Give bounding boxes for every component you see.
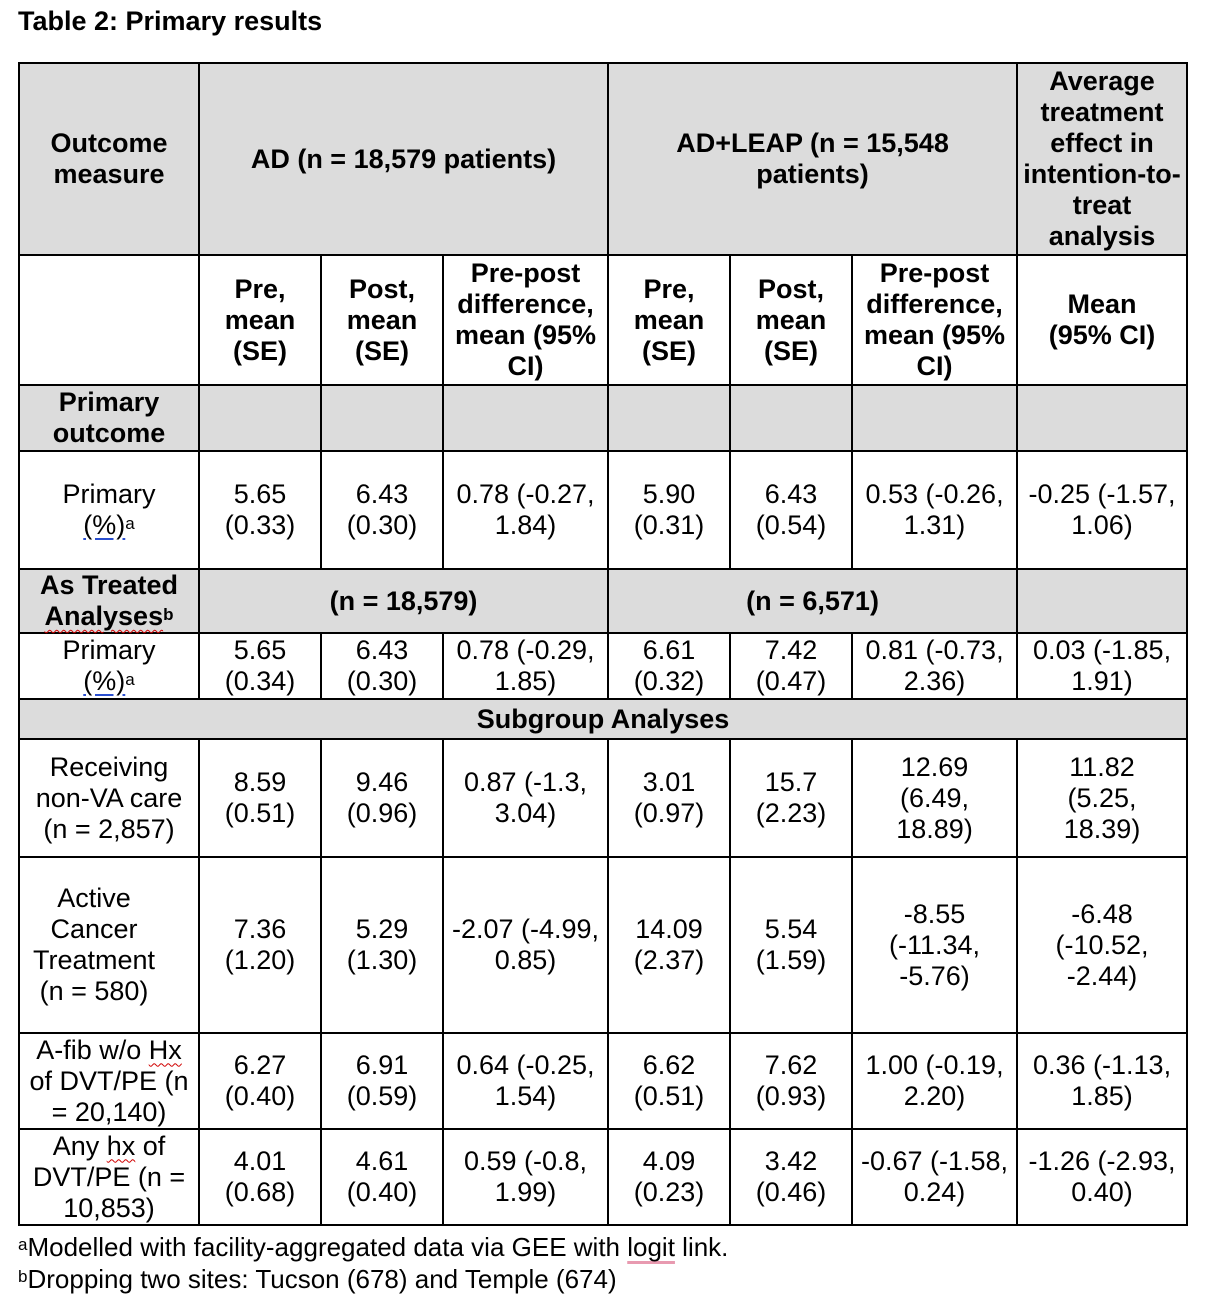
footnote-a-text-2: link. <box>674 1232 729 1262</box>
header-leap-diff: Pre-post difference, mean (95% CI) <box>852 255 1017 385</box>
cell-ate <box>1017 739 1187 857</box>
row-label-any-hx-pre: Any <box>52 1130 107 1161</box>
section-row-as-treated <box>19 569 1187 633</box>
cell-ad-diff: -2.07 (-4.99, 0.85) <box>443 857 608 1033</box>
row-label-as-treated-primary <box>19 633 199 699</box>
cell-ate <box>1017 857 1187 1033</box>
cell-leap-pre: 5.90 (0.31) <box>608 451 730 569</box>
row-label-primary-text: Primary <box>62 479 156 509</box>
header-outcome-measure: Outcome measure <box>19 63 199 255</box>
cell-ate-text: 11.82 (5.25, 18.39) <box>1063 751 1141 844</box>
cell-leap-pre: 14.09 (2.37) <box>608 857 730 1033</box>
cell-ad-diff: 0.87 (-1.3, 3.04) <box>443 739 608 857</box>
cell-leap-post: 5.54 (1.59) <box>730 857 852 1033</box>
cell-ate: -0.25 (-1.57, 1.06) <box>1017 451 1187 569</box>
cell-ad-pre: 7.36 (1.20) <box>199 857 321 1033</box>
cell-leap-diff <box>852 739 1017 857</box>
header-group-leap <box>608 63 1017 255</box>
section-as-treated-leap-n: (n = 6,571) <box>608 569 1017 633</box>
cell-ate: -1.26 (-2.93, 0.40) <box>1017 1129 1187 1225</box>
table-row-cancer <box>19 857 1187 1033</box>
row-label-any-hx-hx: hx <box>106 1130 136 1161</box>
header-ate: Average treatment effect in intention-to-treat analysis <box>1017 63 1187 255</box>
table-row-as-treated-primary <box>19 633 1187 699</box>
cell-ad-post: 6.91 (0.59) <box>321 1033 443 1129</box>
cell-leap-diff: 1.00 (-0.19, 2.20) <box>852 1033 1017 1129</box>
cell-leap-post: 3.42 (0.46) <box>730 1129 852 1225</box>
row-label-as-treated-primary-text: Primary <box>62 635 156 665</box>
section-as-treated-word: Analyses <box>44 601 164 631</box>
section-as-treated-ad-n: (n = 18,579) <box>199 569 608 633</box>
cell-ad-pre: 6.27 (0.40) <box>199 1033 321 1129</box>
row-label-primary <box>19 451 199 569</box>
cell-leap-post: 7.42 (0.47) <box>730 633 852 699</box>
header-ad-post-text: Post, mean (SE) <box>346 273 418 366</box>
table-row-non-va <box>19 739 1187 857</box>
footnote-a-text-1: Modelled with facility-aggregated data via GEE with <box>27 1232 628 1262</box>
section-cell <box>321 385 443 451</box>
section-primary-outcome: Primary outcome <box>19 385 199 451</box>
cell-leap-diff <box>852 857 1017 1033</box>
cell-leap-pre: 4.09 (0.23) <box>608 1129 730 1225</box>
section-cell <box>852 385 1017 451</box>
section-as-treated <box>19 569 199 633</box>
cell-ad-post: 9.46 (0.96) <box>321 739 443 857</box>
footnote-a-mark: a <box>18 1235 28 1254</box>
cell-ad-post: 5.29 (1.30) <box>321 857 443 1033</box>
header-ad-diff: Pre-post difference, mean (95% CI) <box>443 255 608 385</box>
section-cell <box>199 385 321 451</box>
cell-leap-pre: 3.01 (0.97) <box>608 739 730 857</box>
row-label-afib <box>19 1033 199 1129</box>
row-label-afib-hx: Hx <box>148 1034 182 1065</box>
table-row-afib <box>19 1033 1187 1129</box>
row-label-any-hx-post: of DVT/PE (n = 10,853) <box>32 1130 186 1223</box>
row-label-any-hx <box>19 1129 199 1225</box>
footnote-a-marker: a <box>125 670 135 689</box>
cell-ate: 0.36 (-1.13, 1.85) <box>1017 1033 1187 1129</box>
cell-leap-post: 6.43 (0.54) <box>730 451 852 569</box>
section-row-subgroup <box>19 699 1187 739</box>
header-leap-pre-text: Pre, mean (SE) <box>633 273 705 366</box>
cell-ad-pre: 5.65 (0.33) <box>199 451 321 569</box>
cell-ad-pre: 4.01 (0.68) <box>199 1129 321 1225</box>
cell-ad-post: 6.43 (0.30) <box>321 633 443 699</box>
header-group-ad: AD (n = 18,579 patients) <box>199 63 608 255</box>
header-ad-pre-text: Pre, mean (SE) <box>224 273 296 366</box>
section-cell <box>1017 569 1187 633</box>
row-label-as-treated-primary-unit: (%) <box>83 666 126 696</box>
footnote-b <box>18 1264 617 1294</box>
row-label-cancer <box>19 857 199 1033</box>
cell-ad-diff: 0.64 (-0.25, 1.54) <box>443 1033 608 1129</box>
header-ad-post <box>321 255 443 385</box>
header-ate-mean-text: Mean (95% CI) <box>1048 289 1156 350</box>
section-cell <box>730 385 852 451</box>
section-cell <box>608 385 730 451</box>
row-label-afib-post: of DVT/PE (n = 20,140) <box>29 1065 189 1127</box>
header-ate-mean <box>1017 255 1187 385</box>
table-row-primary <box>19 451 1187 569</box>
cell-ad-post: 6.43 (0.30) <box>321 451 443 569</box>
header-group-leap-text: AD+LEAP (n = 15,548 patients) <box>676 128 949 189</box>
results-table <box>18 62 1188 1226</box>
footnote-b-marker: b <box>163 605 174 624</box>
section-subgroup: Subgroup Analyses <box>19 699 1187 739</box>
cell-ate: 0.03 (-1.85, 1.91) <box>1017 633 1187 699</box>
cell-ad-pre: 8.59 (0.51) <box>199 739 321 857</box>
footnote-a <box>18 1232 728 1262</box>
section-row-primary-outcome <box>19 385 1187 451</box>
cell-leap-diff: -0.67 (-1.58, 0.24) <box>852 1129 1017 1225</box>
cell-ate-text: -6.48 (-10.52, -2.44) <box>1055 898 1149 991</box>
row-label-cancer-text: Active Cancer Treatment (n = 580) <box>32 883 156 1006</box>
section-cell <box>1017 385 1187 451</box>
cell-leap-diff: 0.81 (-0.73, 2.36) <box>852 633 1017 699</box>
cell-leap-pre: 6.62 (0.51) <box>608 1033 730 1129</box>
table-row-any-hx <box>19 1129 1187 1225</box>
cell-leap-post: 15.7 (2.23) <box>730 739 852 857</box>
cell-leap-diff-text: 12.69 (6.49, 18.89) <box>896 751 973 844</box>
cell-ad-post: 4.61 (0.40) <box>321 1129 443 1225</box>
table-title: Table 2: Primary results <box>18 6 323 36</box>
cell-ad-pre: 5.65 (0.34) <box>199 633 321 699</box>
cell-ad-diff: 0.78 (-0.27, 1.84) <box>443 451 608 569</box>
row-label-non-va: Receiving non-VA care (n = 2,857) <box>19 739 199 857</box>
header-leap-post <box>730 255 852 385</box>
cell-leap-post: 7.62 (0.93) <box>730 1033 852 1129</box>
section-cell <box>443 385 608 451</box>
cell-ad-diff: 0.78 (-0.29, 1.85) <box>443 633 608 699</box>
section-as-treated-prefix: As Treated <box>39 570 179 600</box>
footnote-b-text: Dropping two sites: Tucson (678) and Temple (674) <box>27 1264 617 1294</box>
header-row-columns <box>19 255 1187 385</box>
footnote-a-marker: a <box>125 514 135 533</box>
cell-ad-diff: 0.59 (-0.8, 1.99) <box>443 1129 608 1225</box>
header-leap-pre <box>608 255 730 385</box>
footnote-a-logit: logit <box>627 1232 675 1262</box>
cell-leap-pre: 6.61 (0.32) <box>608 633 730 699</box>
header-leap-post-text: Post, mean (SE) <box>755 273 827 366</box>
cell-leap-diff: 0.53 (-0.26, 1.31) <box>852 451 1017 569</box>
header-row-groups <box>19 63 1187 255</box>
header-ad-pre <box>199 255 321 385</box>
row-label-primary-unit: (%) <box>83 510 126 540</box>
row-label-afib-pre: A-fib w/o <box>36 1034 149 1065</box>
header-blank <box>19 255 199 385</box>
footnote-b-mark: b <box>18 1267 28 1286</box>
cell-leap-diff-text: -8.55 (-11.34, -5.76) <box>889 898 981 991</box>
